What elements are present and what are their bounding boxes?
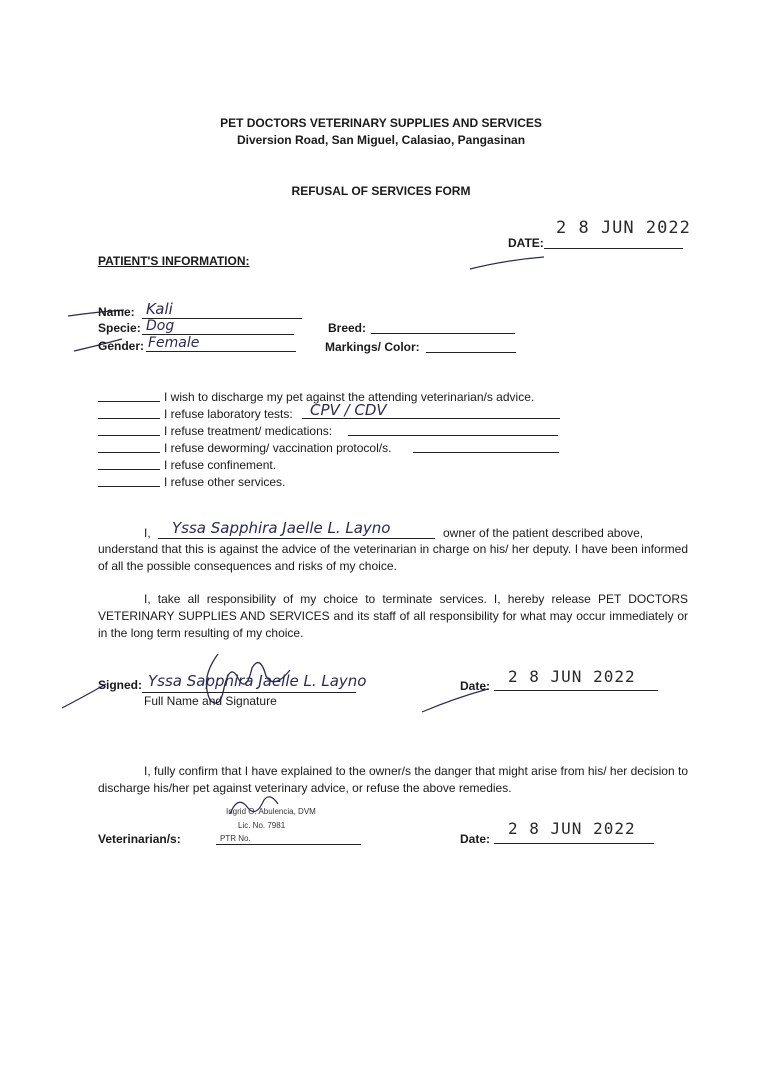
vet-date-line [494, 843, 654, 844]
refusal-item-2: I refuse laboratory tests: [164, 407, 293, 421]
owner-date-line [494, 690, 658, 691]
refusal-item-4: I refuse deworming/ vaccination protocol/s. [164, 441, 392, 455]
refusal-check-blank-6 [98, 486, 160, 487]
owner-name-line [158, 538, 435, 539]
gender-line [146, 351, 296, 352]
statement1-body: understand that this is against the advice of the veterinarian in charge on his/ her deputy. I have been informed of all the possible consequences and risks of my choice. [98, 542, 688, 573]
vet-stamp-name: Ingrid O. Abulencia, DVM [226, 807, 316, 816]
refusal-check-blank-4 [98, 452, 160, 453]
statement3-body: I, fully confirm that I have explained to the owner/s the danger that might arise from his/ her decision to discharge his/her pet against veterinary advice, or refuse the above remedies. [98, 764, 688, 795]
refusal-check-blank-2 [98, 418, 160, 419]
statement1-prefix: I, [144, 526, 151, 540]
statement2-body: I, take all responsibility of my choice to terminate services. I, hereby release PET DOCTORS VETERINARY SUPPLIES AND SERVICES and its staff of all responsibility for what may occur immediately or in the long term resulting of my choice. [98, 592, 688, 640]
signature-caption: Full Name and Signature [144, 694, 277, 708]
gender-label: Gender: [98, 339, 145, 353]
owner-date-value: 2 8 JUN 2022 [508, 667, 636, 686]
pen-stroke [466, 254, 546, 274]
vet-date-label: Date: [460, 832, 491, 846]
refusal-item-6: I refuse other services. [164, 475, 286, 489]
refusal-check-blank-1 [98, 401, 160, 402]
deworming-line [413, 452, 559, 453]
lab-tests-value: CPV / CDV [310, 401, 387, 419]
form-title: REFUSAL OF SERVICES FORM [291, 184, 471, 198]
top-date-label: DATE: [508, 236, 544, 250]
vet-date-value: 2 8 JUN 2022 [508, 819, 636, 838]
owner-signature-text: Yssa Sapphira Jaelle L. Layno [148, 672, 367, 690]
vet-stamp-lic: Lic. No. 7981 [238, 821, 286, 830]
patient-section-title: PATIENT'S INFORMATION: [98, 254, 250, 268]
owner-name-value: Yssa Sapphira Jaelle L. Layno [172, 519, 391, 537]
refusal-check-blank-3 [98, 435, 160, 436]
markings-label: Markings/ Color: [325, 340, 420, 354]
veterinarian-line [216, 844, 361, 845]
clinic-name: PET DOCTORS VETERINARY SUPPLIES AND SERVICES [220, 116, 542, 130]
name-value: Kali [146, 300, 173, 318]
treatment-line [348, 435, 558, 436]
signed-label: Signed: [98, 678, 142, 692]
refusal-item-5: I refuse confinement. [164, 458, 277, 472]
clinic-address: Diversion Road, San Miguel, Calasiao, Pangasinan [236, 133, 526, 147]
refusal-item-1: I wish to discharge my pet against the attending veterinarian/s advice. [164, 390, 535, 404]
breed-label: Breed: [328, 321, 367, 335]
markings-line [426, 352, 516, 353]
vet-stamp-ptr: PTR No. [220, 834, 251, 843]
owner-date-label: Date: [460, 679, 491, 693]
statement1-first-line: owner of the patient described above, [443, 526, 644, 540]
refusal-item-3: I refuse treatment/ medications: [164, 424, 333, 438]
name-label: Name: [98, 305, 135, 319]
breed-line [371, 333, 515, 334]
gender-value: Female [148, 335, 200, 351]
refusal-check-blank-5 [98, 469, 160, 470]
top-date-line [544, 248, 683, 249]
specie-label: Specie: [98, 321, 141, 335]
veterinarian-label: Veterinarian/s: [98, 832, 181, 846]
top-date-value: 2 8 JUN 2022 [556, 218, 691, 238]
specie-value: Dog [146, 318, 175, 334]
